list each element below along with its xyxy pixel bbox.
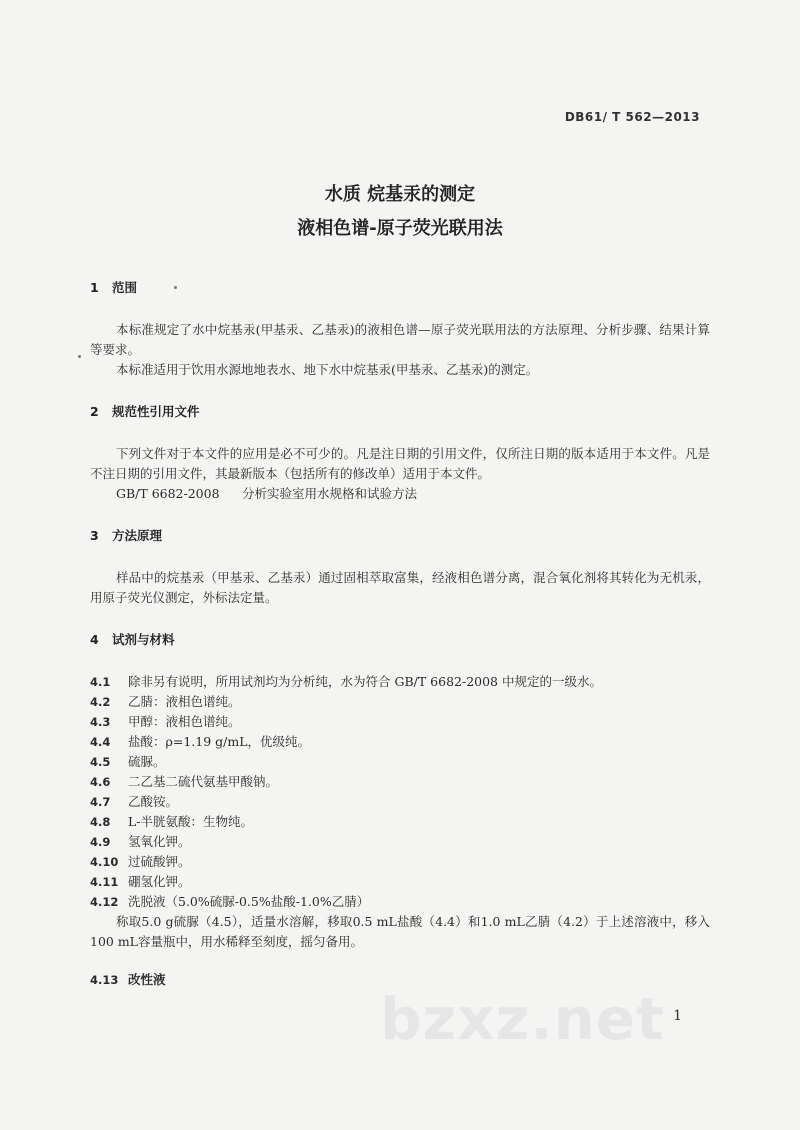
list-item: 4.11 硼氢化钾。 [90,874,191,889]
paragraph: 下列文件对于本文件的应用是必不可少的。凡是注日期的引用文件，仅所注日期的版本适用于本文件。凡是不注日期的引用文件，其最新版本（包括所有的修改单）适用于本文件。 [90,446,710,481]
document-title-line1: 水质 烷基汞的测定 [324,184,476,205]
reference-code: GB/T 6682-2008 [116,486,220,501]
paragraph: 样品中的烷基汞（甲基汞、乙基汞）通过固相萃取富集，经液相色谱分离，混合氧化剂将其转化为无机汞，用原子荧光仪测定，外标法定量。 [90,570,710,605]
section-heading-principle: 3 方法原理 [90,528,163,543]
scan-speck [174,286,177,289]
list-item: 4.4 盐酸：ρ=1.19 g/mL，优级纯。 [90,734,310,749]
list-item: 4.3 甲醇：液相色谱纯。 [90,714,241,729]
page-number: 1 [673,1008,682,1024]
reference-title: 分析实验室用水规格和试验方法 [242,486,418,501]
standard-code: DB61/ T 562—2013 [564,110,700,124]
list-item: 4.5 硫脲。 [90,754,166,769]
list-item: 4.8 L-半胱氨酸：生物纯。 [90,814,254,829]
section-heading-reagents: 4 试剂与材料 [90,632,175,647]
section-heading-scope: 1 范围 [90,280,138,295]
paragraph: 本标准规定了水中烷基汞(甲基汞、乙基汞)的液相色谱—原子荧光联用法的方法原理、分析步骤、结果计算等要求。 [90,322,710,357]
paragraph: 称取5.0 g硫脲（4.5），适量水溶解，移取0.5 mL盐酸（4.4）和1.0 mL乙腈（4.2）于上述溶液中，移入100 mL容量瓶中，用水稀释至刻度，摇匀备用。 [90,914,710,949]
list-item: 4.13 改性液 [90,972,166,987]
reference-entry [90,484,710,504]
document-body [90,278,710,990]
watermark: bzxz.net [380,985,665,1053]
list-item: 4.7 乙酸铵。 [90,794,179,809]
document-title-line2: 液相色谱-原子荧光联用法 [297,218,503,239]
list-item: 4.10 过硫酸钾。 [90,854,191,869]
list-item: 4.2 乙腈：液相色谱纯。 [90,694,241,709]
paragraph: 本标准适用于饮用水源地地表水、地下水中烷基汞(甲基汞、乙基汞)的测定。 [116,362,539,377]
list-item: 4.9 氢氧化钾。 [90,834,191,849]
list-item: 4.6 二乙基二硫代氨基甲酸钠。 [90,774,279,789]
list-item: 4.12 洗脱液（5.0%硫脲-0.5%盐酸-1.0%乙腈） [90,894,370,909]
scan-speck [78,355,81,358]
section-heading-normative-references: 2 规范性引用文件 [90,404,200,419]
list-item: 4.1 除非另有说明，所用试剂均为分析纯，水为符合 GB/T 6682-2008 中规定的一级水。 [90,674,602,689]
